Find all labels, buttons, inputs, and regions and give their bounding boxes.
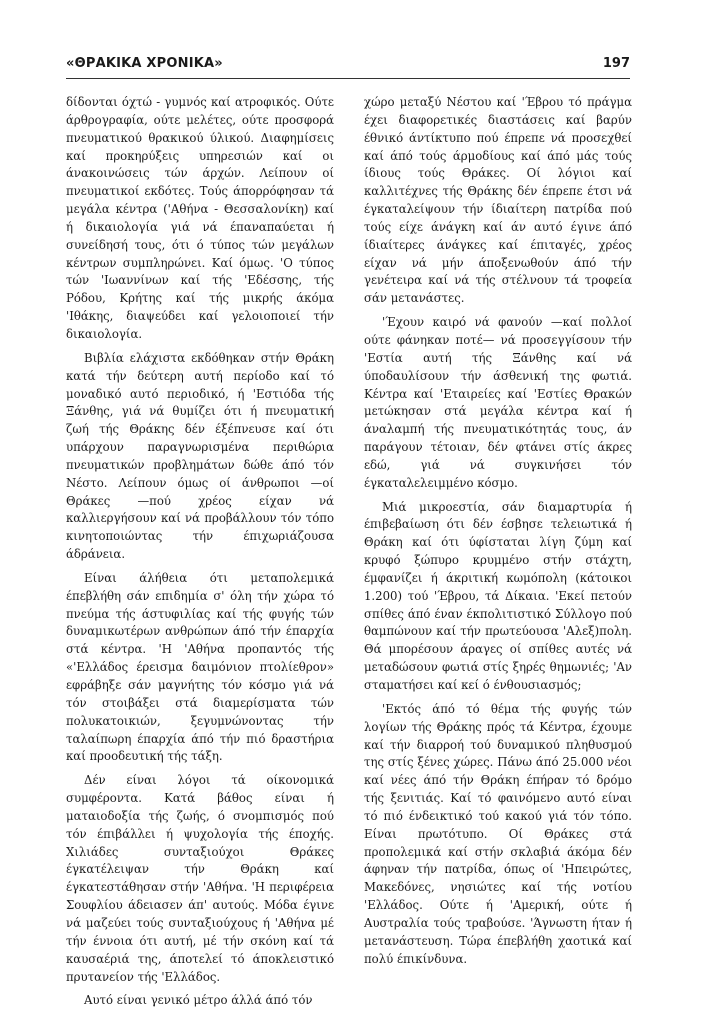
right-column [364,94,632,975]
paragraph: Μιά μικροεστία, σάν διαμαρτυρία ή έπιβεβαίωση ότι δέν έσβησε τελειωτικά ή Θράκη καί ότι ύφίσταται λίγη ζύμη καί κρυφό ξώπυρο κρυμμένο στήν στάχτη, έμφανίζει ή άκριτική κωμόπολη (κάτοικοι 1.200) τού 'Έβρου, τά Δίκαια. 'Εκεί πετούν σπίθες άπό έναν έκπολιτιστικό Σύλλογο πού θαμπώνουν καί τήν πρωτεύουσα 'Αλεξ)πολη. Θά μπορέσουν άραγες οί σπίθες αυτές νά μεταδώσουν φωτιά στίς ξηρές θημωνιές; 'Αν σταματήσει καί κεί ό ένθουσιασμός; [364,499,632,692]
paragraph: Είναι άλήθεια ότι μεταπολεμικά έπεβλήθη σάν επιδημία σ' όλη τήν χώρα τό πνεύμα τής άστυφιλίας καί τής φυγής τών δυναμικωτέρων ανθρώπων άπό τήν έπαρχία στά κέντρα. 'Η 'Αθήνα προπαντός τής «'Ελλάδος έρεισμα δαιμόνιον πτολίεθρον» εφράβηξε σάν μαγνήτης τόν κόσμο γιά νά τόν στοιβάξει στά διαμερίσματα τών πολυκατοικιών, ξεγυμνώνοντας τήν ταλαίπωρη έπαρχία άπό τήν πιό δραστήρια καί προοδευτική τής τάξη. [66,570,334,764]
header-rule [66,78,630,79]
paragraph: 'Έχουν καιρό νά φανούν —καί πολλοί ούτε φάνηκαν ποτέ— νά προσεγγίσουν τήν 'Εστία αυτή τής Ξάνθης καί νά ύποδαυλίσουν τήν άσθενική της φωτιά. Κέντρα καί 'Εταιρείες καί 'Εστίες Θρακών μετώκησαν στά μεγάλα κέντρα καί ή άναλαμπή τής πνευματικότητάς τους, άν παράγουν τέτοιαν, δέν φτάνει στίς άκρες εδώ, γιά νά συγκινήσει τόν έγκαταλελειμμένο κόσμο. [364,315,632,490]
journal-title: «ΘΡΑΚΙΚΑ ΧΡΟΝΙΚΑ» [66,56,223,71]
page-number: 197 [602,56,630,71]
paragraph: 'Εκτός άπό τό θέμα τής φυγής τών λογίων τής Θράκης πρός τά Κέντρα, έχουμε καί τήν διαρροή τού δυναμικού πληθυσμού της στίς ξένες χώρες. Πάνω άπό 25.000 νέοι καί νέες άπό τήν Θράκη έπήραν τό δρόμο τής ξενιτιάς. Καί τό φαινόμενο αυτό είναι τό πιό ένδεικτικό τού κακού γιά τόν τόπο. Είναι πρωτότυπο. Οί Θράκες στά προπολεμικά καί στήν σκλαβιά άκόμα δέν άφηναν τήν πατρίδα, όπως οί 'Ηπειρώτες, Μακεδόνες, νησιώτες καί τής νοτίου 'Ελλάδος. Ούτε ή 'Αμερική, ούτε ή Αυστραλία τούς τραβούσε. 'Άγνωστη ήταν ή μετανάστευση. Τώρα έπεβλήθη χαοτικά καί πολύ έπικίνδυνα. [364,701,632,966]
running-header [66,56,630,78]
paragraph: Δέν είναι λόγοι τά οίκονομικά συμφέροντα. Κατά βάθος είναι ή ματαιοδοξία τής ζωής, ό σνομπισμός πού τόν έπιβάλλει ή ψυχολογία τής έποχής. Χιλιάδες συνταξιούχοι Θράκες έγκατέλειψαν τήν Θράκη καί έγκατεστάθησαν στήν 'Αθήνα. 'Η περιφέρεια Σουφλίου άδειασεν άπ' αυτούς. Μόδα έγινε νά μαζεύει τούς συνταξιούχους ή 'Αθήνα μέ τήν έννοια ότι αυτή, μέ τήν σκόνη καί τά καυσαέριά της, άποτελεί τό άποκλειστικό πρυτανείον τής 'Ελλάδος. [66,773,334,984]
paragraph: Αυτό είναι γενικό μέτρο άλλά άπό τόν [84,993,313,1008]
paragraph: δίδονται όχτώ - γυμνός καί ατροφικός. Ούτε άρθρογραφία, ούτε μελέτες, ούτε προσφορά πνευματικού θρακικού ύλικού. Διαφημίσεις καί προκηρύξεις υπηρεσιών καί οι άνακοινώσεις τών άρχών. Λείπουν οί πνευματικοί εκδότες. Τούς άπορρόφησαν τά μεγάλα κέντρα ('Αθήνα - Θεσσαλονίκη) καί ή δικαιολογία γιά νά έπαναπαύεται ή συνείδησή τους, ότι ό τύπος τών μεγάλων κέντρων συμπληρώνει. Καί όμως. 'Ο τύπος τών 'Ιωαννίνων καί τής 'Εδέσσης, τής Ρόδου, Κρήτης καί τής μικρής άκόμα 'Ιθάκης, διαψεύδει καί γελοιοποιεί τήν δικαιολογία. [66,95,334,341]
paragraph: χώρο μεταξύ Νέστου καί 'Έβρου τό πράγμα έχει διαφορετικές διαστάσεις καί βαρύν έθνικό άντίκτυπο πού έπρεπε νά προσεχθεί καί άπό τούς άρμοδίους καί άπό μάς τούς ίδιους τούς Θράκες. Οί λόγιοι καί καλλιτέχνες τής Θράκης δέν έπρεπε έτσι νά έγκαταλείψουν τήν ίδιαίτερη πατρίδα πού τούς είχε άνάγκη καί άν αυτό έγινε άπό ίδιαίτερες άνάγκες καί έπιταγές, χρέος είχαν νά μήν άποξενωθούν άπό τήν γενέτειρα καί νά τής στέλνουν τά τροφεία σάν μετανάστες. [364,95,632,306]
paragraph: Βιβλία ελάχιστα εκδόθηκαν στήν Θράκη κατά τήν δεύτερη αυτή περίοδο καί τό μοναδικό αυτό περιοδικό, ή 'Εστιόδα τής Ξάνθης, γιά νά θυμίζει ότι ή πνευματική ζωή τής Θράκης δέν έξέπνευσε καί ότι υπάρχουν παραγνωρισμένα περιθώρια πνευματικών προβλημάτων δώθε άπό τόν Νέστο. Λείπουν όμως οί άνθρωποι —οί Θράκες —πού χρέος είχαν νά καλλιεργήσουν καί νά προβάλλουν τόν τόπο κινητοποιώντας τήν έπιχωριάζουσα άδράνεια. [66,350,334,562]
left-column [66,94,334,1016]
